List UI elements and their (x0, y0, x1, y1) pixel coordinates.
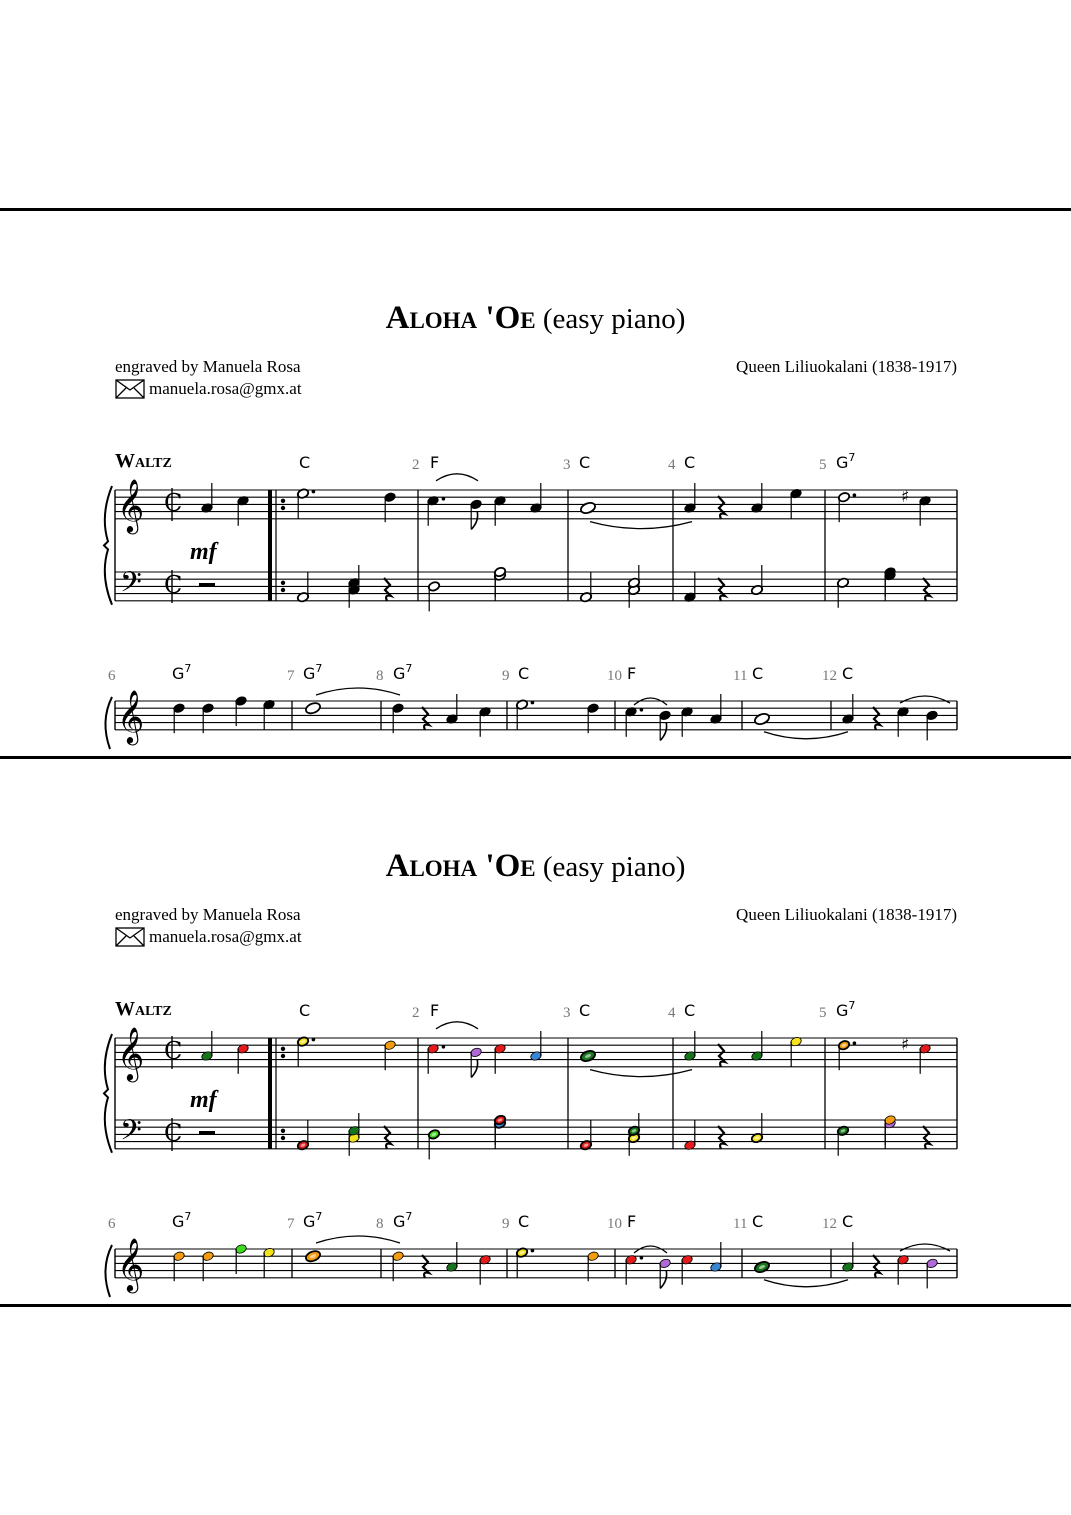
measure-number: 12 (822, 1216, 837, 1232)
note-flag (471, 1059, 477, 1077)
repeat-dot (281, 506, 285, 510)
chord-root: G (172, 1212, 185, 1231)
composer-credit: Queen Liliuokalani (1838-1917) (736, 357, 957, 376)
chord-symbol (684, 1001, 695, 1020)
notehead (304, 701, 321, 715)
measure-number: 8 (376, 1216, 384, 1232)
notehead (753, 712, 770, 726)
chord-symbol (627, 664, 636, 683)
chord-symbol (303, 1210, 322, 1231)
quarter-rest (718, 1126, 725, 1149)
measure-number: 11 (733, 1216, 748, 1232)
chord-symbol (518, 1212, 529, 1231)
measure-number: 9 (502, 668, 510, 684)
chord-symbol (684, 453, 695, 472)
dot (312, 1038, 316, 1042)
tempo-marking: Waltz (115, 450, 172, 472)
cut-time-sign: C (164, 1037, 183, 1065)
measure-number: 4 (668, 457, 676, 473)
chord-symbol (303, 662, 322, 683)
tempo-marking: Waltz (115, 998, 172, 1020)
quarter-rest (384, 1126, 391, 1149)
slur (764, 732, 848, 739)
repeat-dot (281, 499, 285, 503)
dot (853, 1041, 857, 1045)
quarter-rest (873, 707, 880, 730)
chord-symbol (299, 453, 310, 472)
chord-root: F (627, 664, 637, 683)
staff-brace (105, 697, 112, 749)
dot (640, 708, 644, 712)
measure-number: 2 (412, 457, 420, 473)
measure-number: 6 (108, 1216, 116, 1232)
sheet-plain (0, 210, 1071, 756)
chord-root: C (842, 1212, 854, 1231)
measure-number: 5 (819, 1005, 827, 1021)
chord-extension: 7 (315, 662, 323, 675)
note-flag (471, 511, 477, 529)
measure-number: 5 (819, 457, 827, 473)
slur (590, 522, 692, 529)
treble-clef: 𝄞 (117, 1237, 145, 1291)
note-flag (660, 1270, 666, 1288)
slur (436, 474, 478, 481)
dot (442, 1045, 446, 1049)
measure-number: 10 (607, 1216, 622, 1232)
chord-symbol (430, 453, 439, 472)
measure-number: 3 (563, 457, 571, 473)
measure-number: 12 (822, 668, 837, 684)
chord-root: F (430, 453, 440, 472)
cut-time-sign: C (164, 489, 183, 517)
chord-symbol (836, 451, 855, 472)
chord-root: C (752, 1212, 764, 1231)
half-rest (199, 583, 215, 587)
treble-clef: 𝄞 (117, 689, 145, 743)
chord-root: C (299, 453, 311, 472)
title-text: Aloha 'Oe (385, 848, 536, 884)
measure-number: 7 (287, 668, 295, 684)
quarter-rest (422, 1255, 429, 1278)
repeat-dot (281, 1047, 285, 1051)
notehead (579, 501, 596, 515)
chord-root: C (579, 453, 591, 472)
measure-number: 10 (607, 668, 622, 684)
slur (590, 1070, 692, 1077)
subtitle-text: (easy piano) (542, 851, 686, 883)
chord-symbol (430, 1001, 439, 1020)
chord-symbol (579, 453, 590, 472)
email-link[interactable]: manuela.rosa@gmx.at (149, 379, 302, 398)
dot (312, 490, 316, 494)
quarter-rest (718, 1044, 725, 1067)
chord-root: C (299, 1001, 311, 1020)
chord-root: G (393, 664, 406, 683)
slur (316, 688, 400, 695)
slur (436, 1022, 478, 1029)
chord-symbol (172, 1210, 191, 1231)
quarter-rest (873, 1255, 880, 1278)
sheet-colored (0, 758, 1071, 1304)
dynamic-marking: mf (190, 1086, 217, 1113)
chord-extension: 7 (405, 662, 413, 675)
chord-extension: 7 (315, 1210, 323, 1223)
note-flag (660, 722, 666, 740)
slur (316, 1236, 400, 1243)
chord-symbol (752, 664, 763, 683)
staff-brace (105, 1245, 112, 1297)
staff-brace (104, 1034, 112, 1153)
chord-symbol (842, 1212, 853, 1231)
chord-root: F (627, 1212, 637, 1231)
repeat-dot (281, 588, 285, 592)
email-link[interactable]: manuela.rosa@gmx.at (149, 927, 302, 946)
bass-clef: 𝄢 (120, 566, 142, 606)
chord-symbol (627, 1212, 636, 1231)
chord-symbol (836, 999, 855, 1020)
repeat-dot (281, 1129, 285, 1133)
treble-clef: 𝄞 (117, 478, 145, 532)
chord-symbol (299, 1001, 310, 1020)
slur (900, 1244, 950, 1251)
chord-root: C (752, 664, 764, 683)
slur (764, 1280, 848, 1287)
chord-root: G (303, 664, 316, 683)
chord-extension: 7 (184, 1210, 192, 1223)
chord-root: G (172, 664, 185, 683)
chord-symbol (752, 1212, 763, 1231)
chord-symbol (393, 1210, 412, 1231)
quarter-rest (384, 578, 391, 601)
treble-clef: 𝄞 (117, 1026, 145, 1080)
quarter-rest (422, 707, 429, 730)
chord-root: C (579, 1001, 591, 1020)
chord-extension: 7 (405, 1210, 413, 1223)
sharp-accidental: ♯ (901, 1035, 910, 1056)
chord-extension: 7 (184, 662, 192, 675)
quarter-rest (718, 578, 725, 601)
subtitle-text: (easy piano) (542, 303, 686, 335)
repeat-dot (281, 581, 285, 585)
page-rule-bottom (0, 1304, 1071, 1307)
chord-root: G (836, 1001, 849, 1020)
chord-root: C (684, 453, 696, 472)
dot (531, 1249, 535, 1253)
chord-symbol (172, 662, 191, 683)
sharp-accidental: ♯ (901, 487, 910, 508)
chord-symbol (518, 664, 529, 683)
cut-time-sign: C (164, 571, 183, 599)
music-score (0, 210, 1071, 756)
chord-symbol (579, 1001, 590, 1020)
measure-number: 4 (668, 1005, 676, 1021)
chord-symbol (393, 662, 412, 683)
chord-extension: 7 (848, 999, 856, 1012)
chord-root: C (518, 664, 530, 683)
dynamic-marking: mf (190, 538, 217, 565)
chord-extension: 7 (848, 451, 856, 464)
title-text: Aloha 'Oe (385, 300, 536, 336)
dot (531, 701, 535, 705)
music-score (0, 758, 1071, 1304)
composer-credit: Queen Liliuokalani (1838-1917) (736, 905, 957, 924)
chord-symbol (842, 664, 853, 683)
chord-root: F (430, 1001, 440, 1020)
slur (900, 696, 950, 703)
measure-number: 11 (733, 668, 748, 684)
half-rest (199, 1131, 215, 1135)
bass-clef: 𝄢 (120, 1114, 142, 1154)
measure-number: 2 (412, 1005, 420, 1021)
repeat-dot (281, 1136, 285, 1140)
dot (853, 493, 857, 497)
engraver-credit: engraved by Manuela Rosa (115, 905, 301, 924)
cut-time-sign: C (164, 1119, 183, 1147)
dot (640, 1256, 644, 1260)
chord-root: G (836, 453, 849, 472)
quarter-rest (923, 578, 930, 601)
dot (442, 497, 446, 501)
measure-number: 6 (108, 668, 116, 684)
chord-root: G (393, 1212, 406, 1231)
chord-root: G (303, 1212, 316, 1231)
measure-number: 9 (502, 1216, 510, 1232)
quarter-rest (718, 496, 725, 519)
measure-number: 3 (563, 1005, 571, 1021)
measure-number: 7 (287, 1216, 295, 1232)
chord-root: C (684, 1001, 696, 1020)
engraver-credit: engraved by Manuela Rosa (115, 357, 301, 376)
chord-root: C (518, 1212, 530, 1231)
repeat-dot (281, 1054, 285, 1058)
chord-root: C (842, 664, 854, 683)
quarter-rest (923, 1126, 930, 1149)
measure-number: 8 (376, 668, 384, 684)
staff-brace (104, 486, 112, 605)
